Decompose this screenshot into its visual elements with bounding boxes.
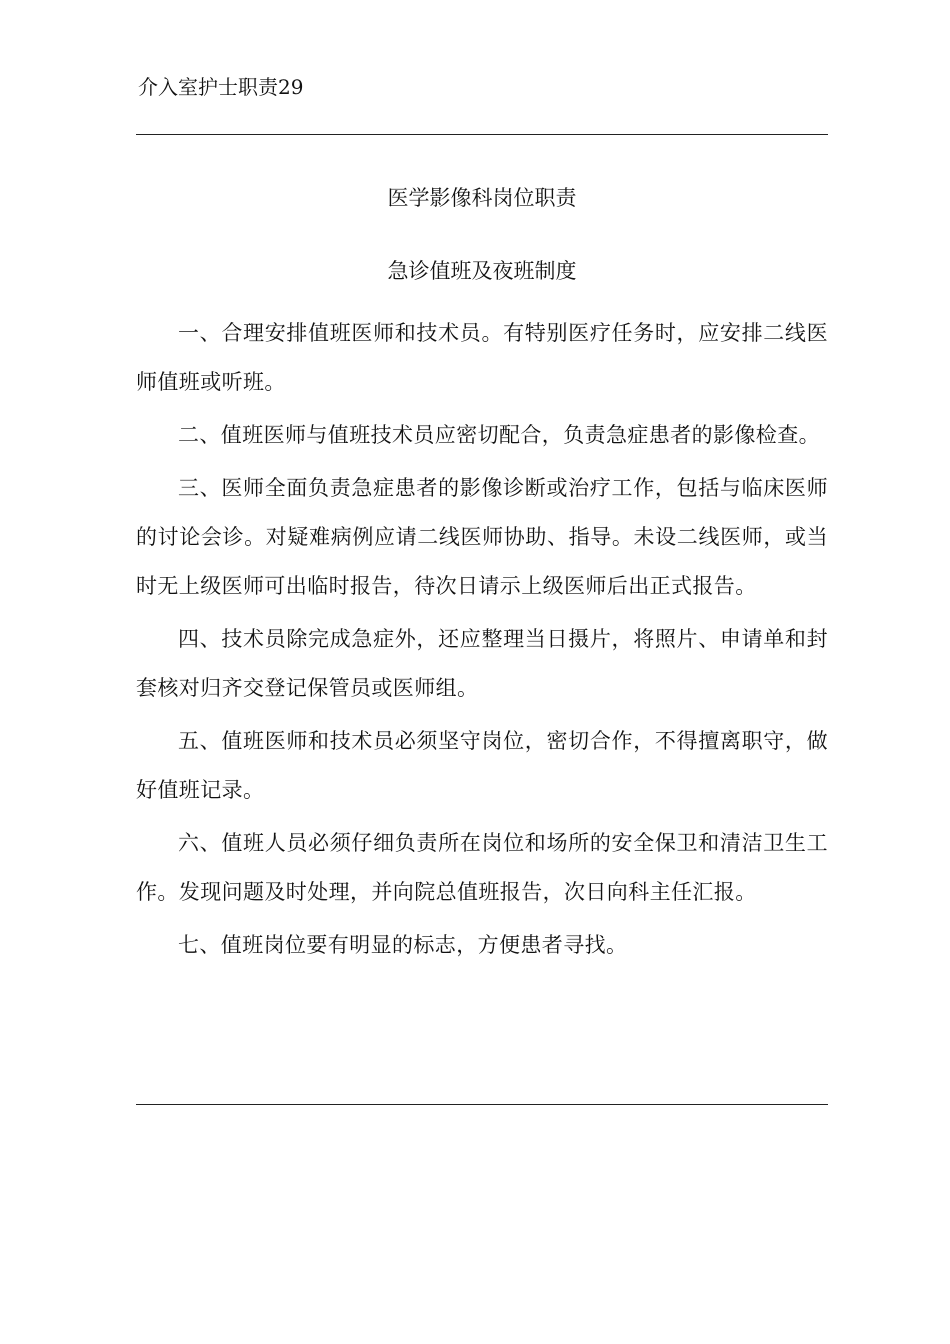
section-title: 急诊值班及夜班制度 [387,259,577,283]
paragraph-4: 四、技术员除完成急症外，还应整理当日摄片，将照片、申请单和封套核对归齐交登记保管员或医师组。 [136,627,828,700]
paragraph-5: 五、值班医师和技术员必须坚守岗位，密切合作，不得擅离职守，做好值班记录。 [136,729,828,802]
paragraph-2: 二、值班医师与值班技术员应密切配合，负责急症患者的影像检查。 [178,423,820,447]
page-header: 介入室护士职责29 [138,75,304,99]
document-title: 医学影像科岗位职责 [387,186,577,210]
paragraph-3: 三、医师全面负责急症患者的影像诊断或治疗工作，包括与临床医师的讨论会诊。对疑难病例应请二线医师协助、指导。未设二线医师，或当时无上级医师可出临时报告，待次日请示上级医师后出正式报告。 [136,476,828,598]
paragraph-7: 七、值班岗位要有明显的标志，方便患者寻找。 [178,933,628,957]
document-body [136,309,828,974]
footer-divider [136,1104,828,1105]
paragraph-1: 一、合理安排值班医师和技术员。有特别医疗任务时，应安排二线医师值班或听班。 [136,321,828,394]
header-divider [136,134,828,135]
paragraph-6: 六、值班人员必须仔细负责所在岗位和场所的安全保卫和清洁卫生工作。发现问题及时处理，并向院总值班报告，次日向科主任汇报。 [136,831,828,904]
